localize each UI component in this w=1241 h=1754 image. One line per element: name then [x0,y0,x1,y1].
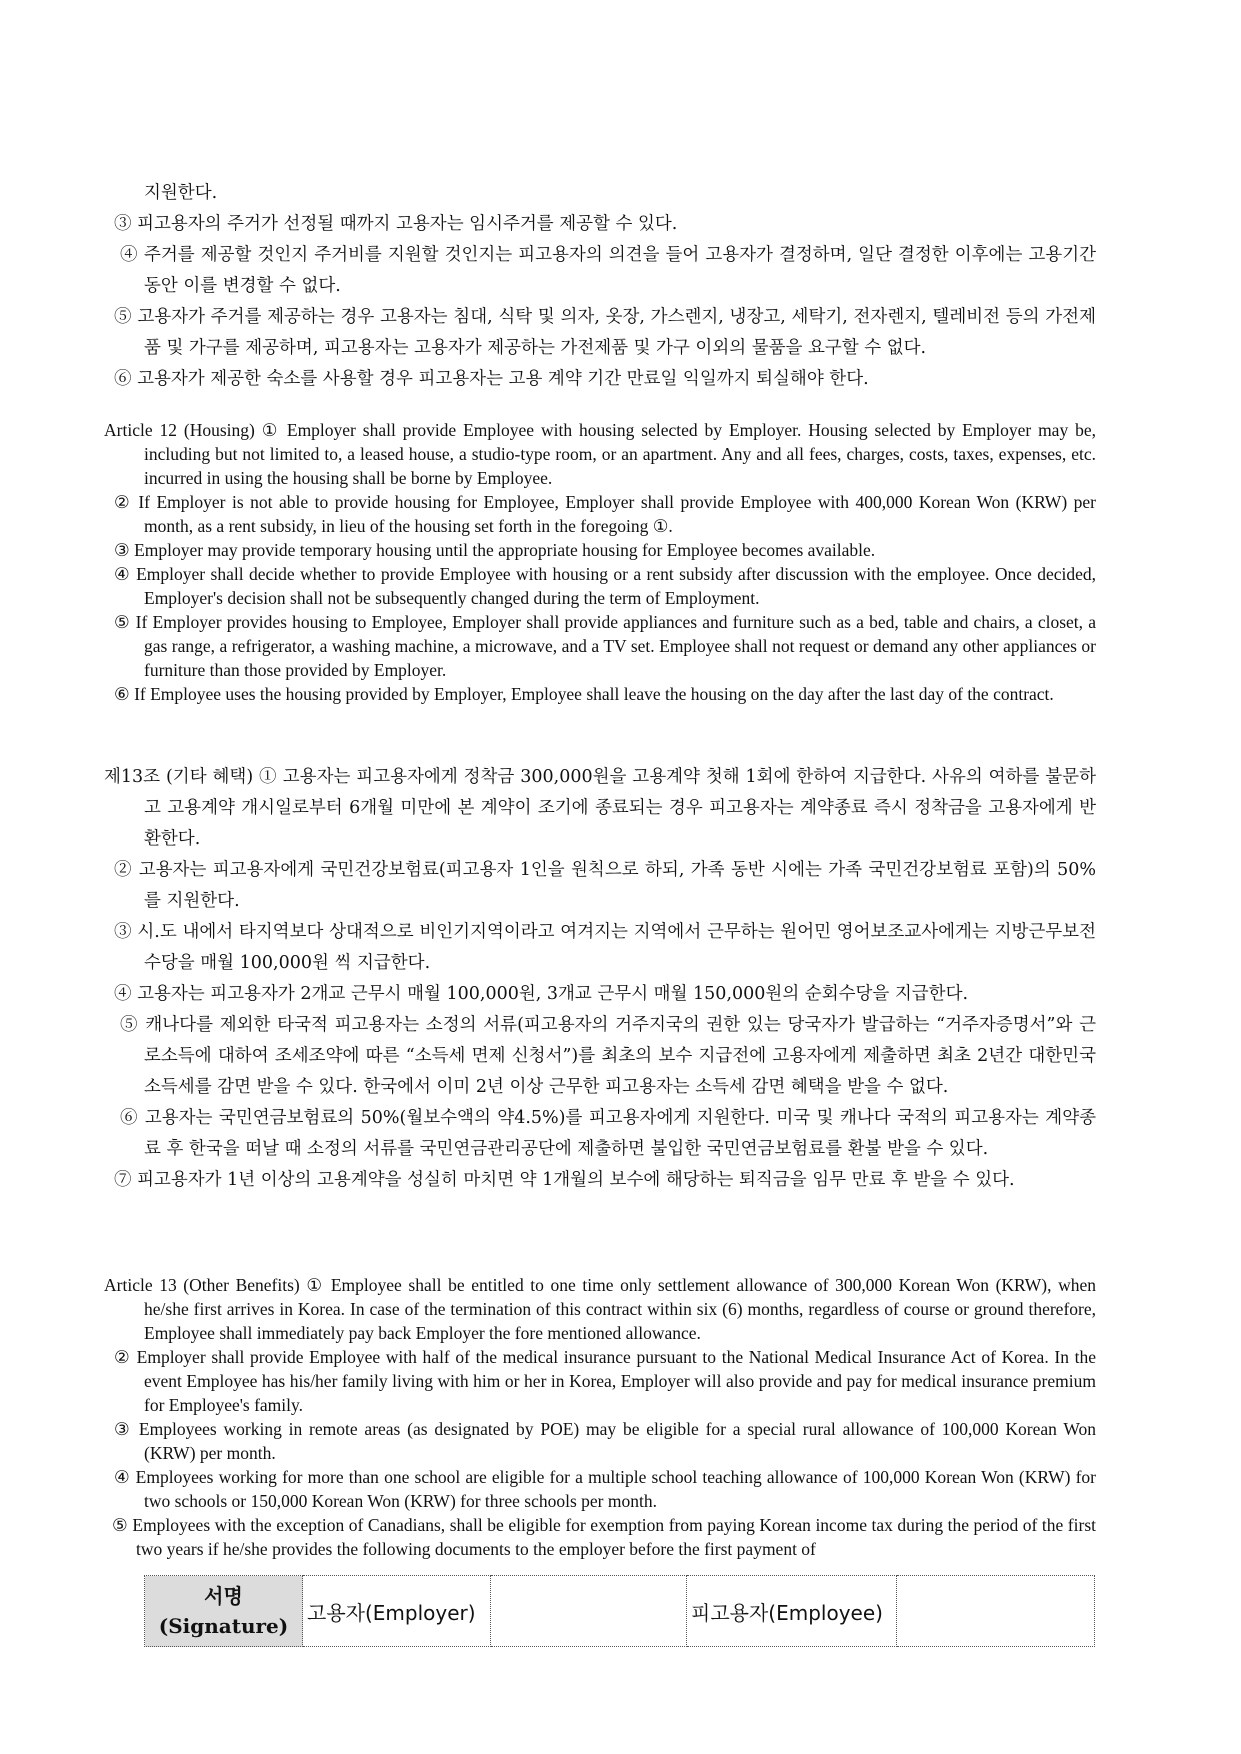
article-12-intro: Article 12 (Housing) ① Employer shall provide Employee with housing selected by Employer. Housing selected by Employer may be, including but not limited to, a leased house, a studio-type room, or an apartment. Any and all fees, charges, costs, taxes, expenses, etc. incurred in using the housing shall be borne by Employee. [104,420,1096,488]
signature-label-cell [145,1576,303,1647]
korean-paragraph: ④ 주거를 제공할 것인지 주거비를 지원할 것인지는 피고용자의 의견을 들어 고용자가 결정하며, 일단 결정한 이후에는 고용기간동안 이를 변경할 수 없다. [120,245,1096,296]
korean-paragraph: ⑥ 고용자가 제공한 숙소를 사용할 경우 피고용자는 고용 계약 기간 만료일 익일까지 퇴실해야 한다. [114,369,869,389]
article-12-para-3: ③ Employer may provide temporary housing until the appropriate housing for Employee becomes available. [114,540,876,560]
article-13-para: ② Employer shall provide Employee with half of the medical insurance pursuant to the National Medical Insurance Act of Korea. In the event Employee has his/her family living with him or her in Korea, Employer will also provide and pay for medical insurance premium for Employee's family. [114,1347,1096,1415]
korean-paragraph: ⑤ 고용자가 주거를 제공하는 경우 고용자는 침대, 식탁 및 의자, 옷장, 가스렌지, 냉장고, 세탁기, 전자렌지, 텔레비전 등의 가전제품 및 가구를 제공하며, 피고용자는 고용자가 제공하는 가전제품 및 가구 이외의 물품을 요구할 수 없다. [114,307,1096,358]
article-13-intro: Article 13 (Other Benefits) ① Employee shall be entitled to one time only settlement allowance of 300,000 Korean Won (KRW), when he/she first arrives in Korea. In case of the termination of this contract within six (6) months, regardless of course or ground therefore, Employee shall immediately pay back Employer the fore mentioned allowance. [104,1275,1096,1343]
signature-label-en: (Signature) [158,1614,289,1638]
signature-label-ko: 서명 [204,1584,243,1608]
employee-signature-field[interactable] [897,1576,1095,1647]
employer-signature-field[interactable] [491,1576,687,1647]
employee-label-cell [687,1576,897,1647]
korean-paragraph: ③ 시.도 내에서 타지역보다 상대적으로 비인기지역이라고 여겨지는 지역에서 근무하는 원어민 영어보조교사에게는 지방근무보전수당을 매월 100,000원 씩 지급한다. [114,922,1096,973]
korean-paragraph: ⑤ 캐나다를 제외한 타국적 피고용자는 소정의 서류(피고용자의 거주지국의 권한 있는 당국자가 발급하는 “거주자증명서”와 근로소득에 대하여 조세조약에 따른 “소득세 면제 신청서”)를 최초의 보수 지급전에 고용자에게 제출하면 최초 2년간 대한민국 소득세를 감면 받을 수 있다. 한국에서 이미 2년 이상 근무한 피고용자는 소득세 감면 혜택을 받을 수 없다. [120,1015,1096,1097]
employer-label: 고용자(Employer) [307,1600,476,1625]
article-13-english-section [104,1273,1096,1561]
article-13-korean-section [104,762,1096,1196]
article-13-para: ③ Employees working in remote areas (as designated by POE) may be eligible for a special rural allowance of 100,000 Korean Won (KRW) per month. [114,1419,1096,1463]
article-13-para: ⑤ Employees with the exception of Canadians, shall be eligible for exemption from paying Korean income tax during the period of the first two years if he/she provides the following documents to the employer before the first payment of [112,1515,1096,1559]
korean-housing-section [104,178,1096,395]
korean-paragraph: 제13조 (기타 혜택) ① 고용자는 피고용자에게 정착금 300,000원을 고용계약 첫해 1회에 한하여 지급한다. 사유의 여하를 불문하고 고용계약 개시일로부터 6개월 미만에 본 계약이 조기에 종료되는 경우 피고용자는 계약종료 즉시 정착금을 고용자에게 반환한다. [104,767,1096,849]
korean-paragraph: ⑦ 피고용자가 1년 이상의 고용계약을 성실히 마치면 약 1개월의 보수에 해당하는 퇴직금을 임무 만료 후 받을 수 있다. [114,1170,1015,1190]
employee-label: 피고용자(Employee) [691,1600,883,1625]
article-13-para: ④ Employees working for more than one school are eligible for a multiple school teaching allowance of 100,000 Korean Won (KRW) for two schools or 150,000 Korean Won (KRW) for three schools per month. [114,1467,1096,1511]
korean-paragraph: 지원한다. [144,183,218,203]
article-12-para-4: ④ Employer shall decide whether to provide Employee with housing or a rent subsidy after discussion with the employee. Once decided, Employer's decision shall not be subsequently changed during the term of Employment. [114,564,1096,608]
korean-paragraph: ⑥ 고용자는 국민연금보험료의 50%(월보수액의 약4.5%)를 피고용자에게 지원한다. 미국 및 캐나다 국적의 피고용자는 계약종료 후 한국을 떠날 때 소정의 서류를 국민연금관리공단에 제출하면 불입한 국민연금보험료를 환불 받을 수 있다. [120,1108,1096,1159]
korean-paragraph: ④ 고용자는 피고용자가 2개교 근무시 매월 100,000원, 3개교 근무시 매월 150,000원의 순회수당을 지급한다. [114,984,969,1004]
article-12-para-5: ⑤ If Employer provides housing to Employee, Employer shall provide appliances and furniture such as a bed, table and chairs, a closet, a gas range, a refrigerator, a washing machine, a microwave, and a TV set. Employee shall not request or demand any other appliances or furniture than those provided by Employer. [114,612,1096,680]
article-12-para-6: ⑥ If Employee uses the housing provided by Employer, Employee shall leave the housing on the day after the last day of the contract. [114,684,1054,704]
article-12-para-2: ② If Employer is not able to provide housing for Employee, Employer shall provide Employee with 400,000 Korean Won (KRW) per month, as a rent subsidy, in lieu of the housing set forth in the foregoing ①. [114,492,1096,536]
korean-paragraph: ③ 피고용자의 주거가 선정될 때까지 고용자는 임시주거를 제공할 수 있다. [114,214,678,234]
signature-table [144,1575,1095,1647]
employer-label-cell [303,1576,491,1647]
article-12-section [104,418,1096,706]
korean-paragraph: ② 고용자는 피고용자에게 국민건강보험료(피고용자 1인을 원칙으로 하되, 가족 동반 시에는 가족 국민건강보험료 포함)의 50%를 지원한다. [114,860,1096,911]
